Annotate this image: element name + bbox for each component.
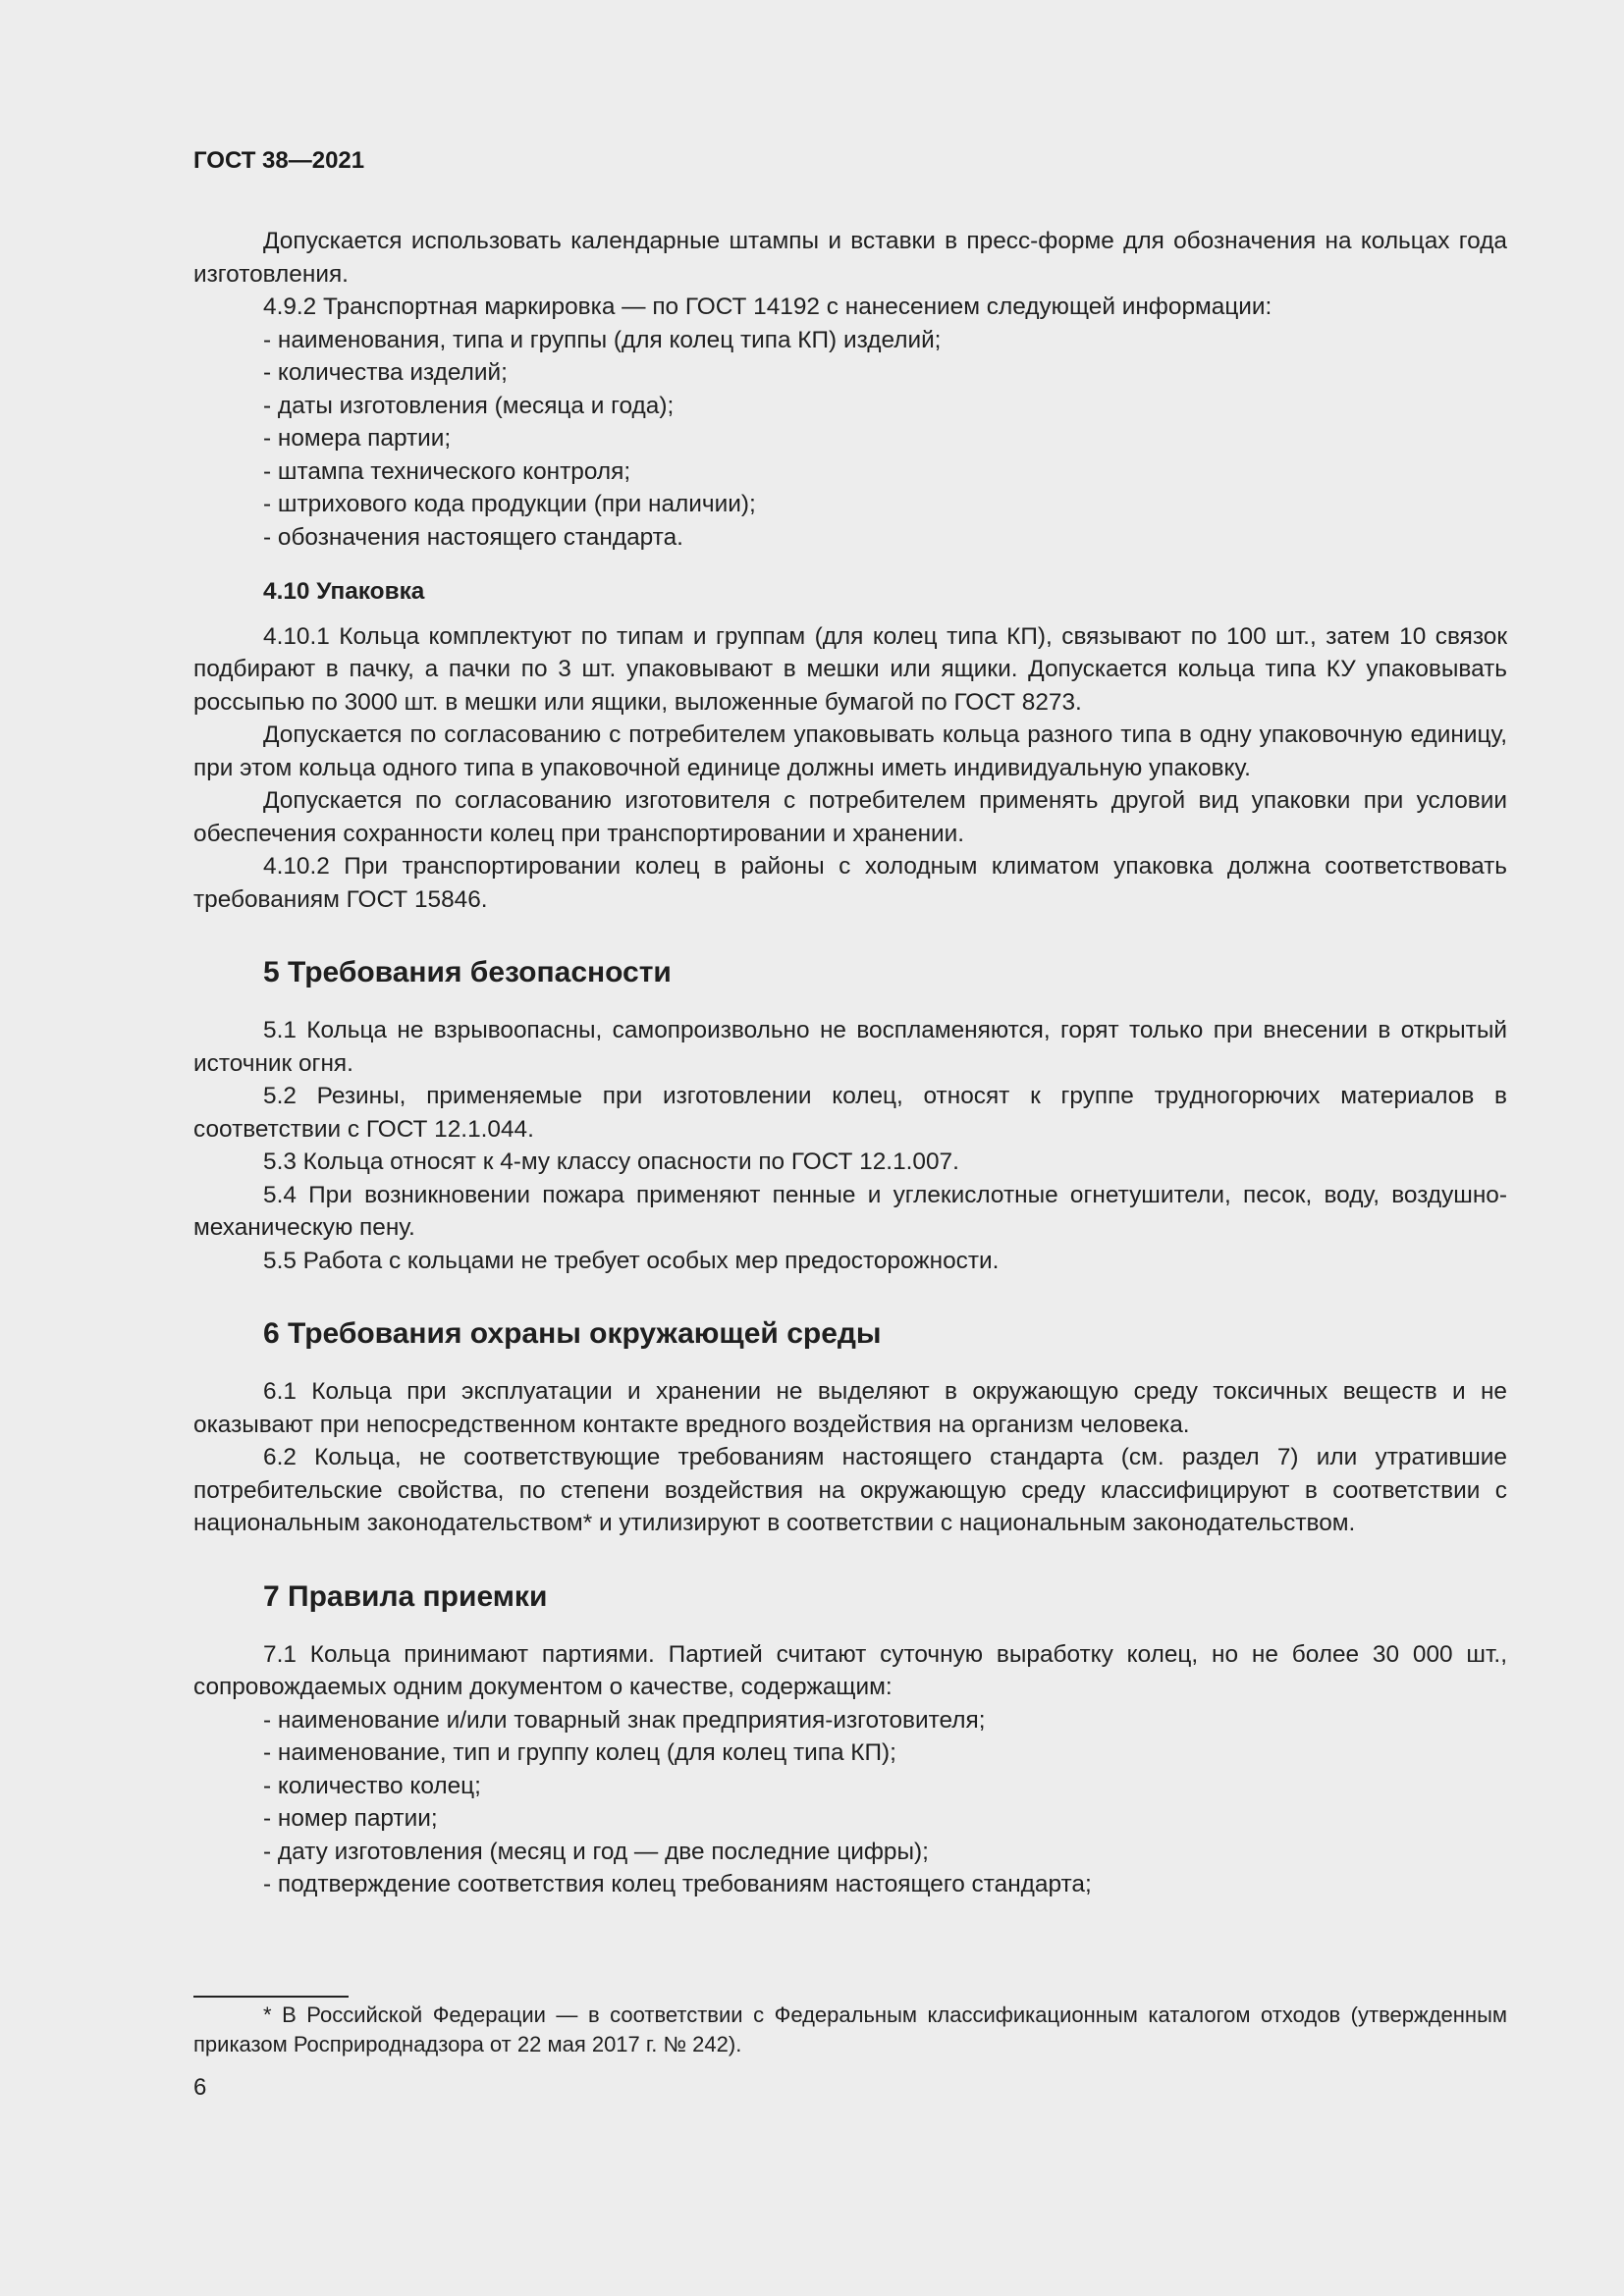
list-item: - наименование, тип и группу колец (для колец типа КП); xyxy=(263,1739,896,1766)
section-heading-6: 6 Требования охраны окружающей среды xyxy=(263,1317,882,1350)
paragraph-5-4: 5.4 При возникновении пожара применяют пенные и углекислотные огнетушители, песок, воду, воздушно-механическую пену. xyxy=(193,1181,1507,1241)
paragraph-6-1: 6.1 Кольца при эксплуатации и хранении не выделяют в окружающую среду токсичных веществ и не оказывают при непосредственном контакте вредного воздействия на организм человека. xyxy=(193,1378,1507,1438)
list-item: - дату изготовления (месяц и год — две последние цифры); xyxy=(263,1838,929,1865)
paragraph-5-1: 5.1 Кольца не взрывоопасны, самопроизвольно не воспламеняются, горят только при внесении в открытый источник огня. xyxy=(193,1017,1507,1077)
list-item: - штрихового кода продукции (при наличии); xyxy=(263,491,756,517)
page-number: 6 xyxy=(193,2074,207,2101)
section-heading-5: 5 Требования безопасности xyxy=(263,956,672,988)
list-item: - обозначения настоящего стандарта. xyxy=(263,523,683,551)
subsection-heading-4-10: 4.10 Упаковка xyxy=(263,578,425,605)
paragraph-5-3: 5.3 Кольца относят к 4-му классу опасности по ГОСТ 12.1.007. xyxy=(263,1148,959,1175)
list-item: - штампа технического контроля; xyxy=(263,457,631,485)
list-item: - номера партии; xyxy=(263,425,452,452)
document-body xyxy=(193,225,1507,1901)
footnote-separator xyxy=(193,1996,349,1998)
paragraph-6-2: 6.2 Кольца, не соответствующие требованиям настоящего стандарта (см. раздел 7) или утратившие потребительские свойства, по степени воздействия на окружающую среду классифицируют в соответствии с национальным законодательством* и утилизируют в соответствии с национальным законодательством. xyxy=(193,1444,1507,1536)
footnote-text: * В Российской Федерации — в соответствии с Федеральным классификационным каталогом отходов (утвержденным приказом Росприроднадзора от 22 мая 2017 г. № 242). xyxy=(193,2002,1507,2056)
paragraph-4-9-2: 4.9.2 Транспортная маркировка — по ГОСТ 14192 с нанесением следующей информации: xyxy=(263,294,1272,320)
list-item: - количество колец; xyxy=(263,1772,481,1799)
footnote xyxy=(193,2001,1507,2059)
list-item: - подтверждение соответствия колец требованиям настоящего стандарта; xyxy=(263,1871,1092,1897)
paragraph-4-10-2: 4.10.2 При транспортировании колец в районы с холодным климатом упаковка должна соответствовать требованиям ГОСТ 15846. xyxy=(193,853,1507,913)
paragraph-7-1: 7.1 Кольца принимают партиями. Партией считают суточную выработку колец, но не более 30 000 шт., сопровождаемых одним документом о качестве, содержащим: xyxy=(193,1640,1507,1700)
paragraph-4-10-1b: Допускается по согласованию с потребителем упаковывать кольца разного типа в одну упаковочную единицу, при этом кольца одного типа в упаковочной единице должны иметь индивидуальную упаковку. xyxy=(193,721,1507,781)
paragraph-4-10-1: 4.10.1 Кольца комплектуют по типам и группам (для колец типа КП), связывают по 100 шт., затем 10 связок подбирают в пачку, а пачки по 3 шт. упаковывают в мешки или ящики. Допускается кольца типа КУ упаковывать россыпью по 3000 шт. в мешки или ящики, выложенные бумагой по ГОСТ 8273. xyxy=(193,622,1507,716)
section-heading-7: 7 Правила приемки xyxy=(263,1579,548,1613)
paragraph-intro: Допускается использовать календарные штампы и вставки в пресс-форме для обозначения на кольцах года изготовления. xyxy=(193,228,1507,288)
list-item: - наименования, типа и группы (для колец типа КП) изделий; xyxy=(263,326,942,353)
list-item: - номер партии; xyxy=(263,1805,438,1832)
paragraph-4-10-1c: Допускается по согласованию изготовителя с потребителем применять другой вид упаковки при условии обеспечения сохранности колец при транспортировании и хранении. xyxy=(193,787,1507,847)
list-item: - даты изготовления (месяца и года); xyxy=(263,392,675,419)
list-item: - количества изделий; xyxy=(263,359,508,386)
document-header-code: ГОСТ 38—2021 xyxy=(193,147,365,174)
paragraph-5-5: 5.5 Работа с кольцами не требует особых мер предосторожности. xyxy=(263,1247,1000,1274)
list-item: - наименование и/или товарный знак предприятия-изготовителя; xyxy=(263,1706,986,1734)
paragraph-5-2: 5.2 Резины, применяемые при изготовлении колец, относят к группе трудногорючих материалов в соответствии с ГОСТ 12.1.044. xyxy=(193,1083,1507,1143)
